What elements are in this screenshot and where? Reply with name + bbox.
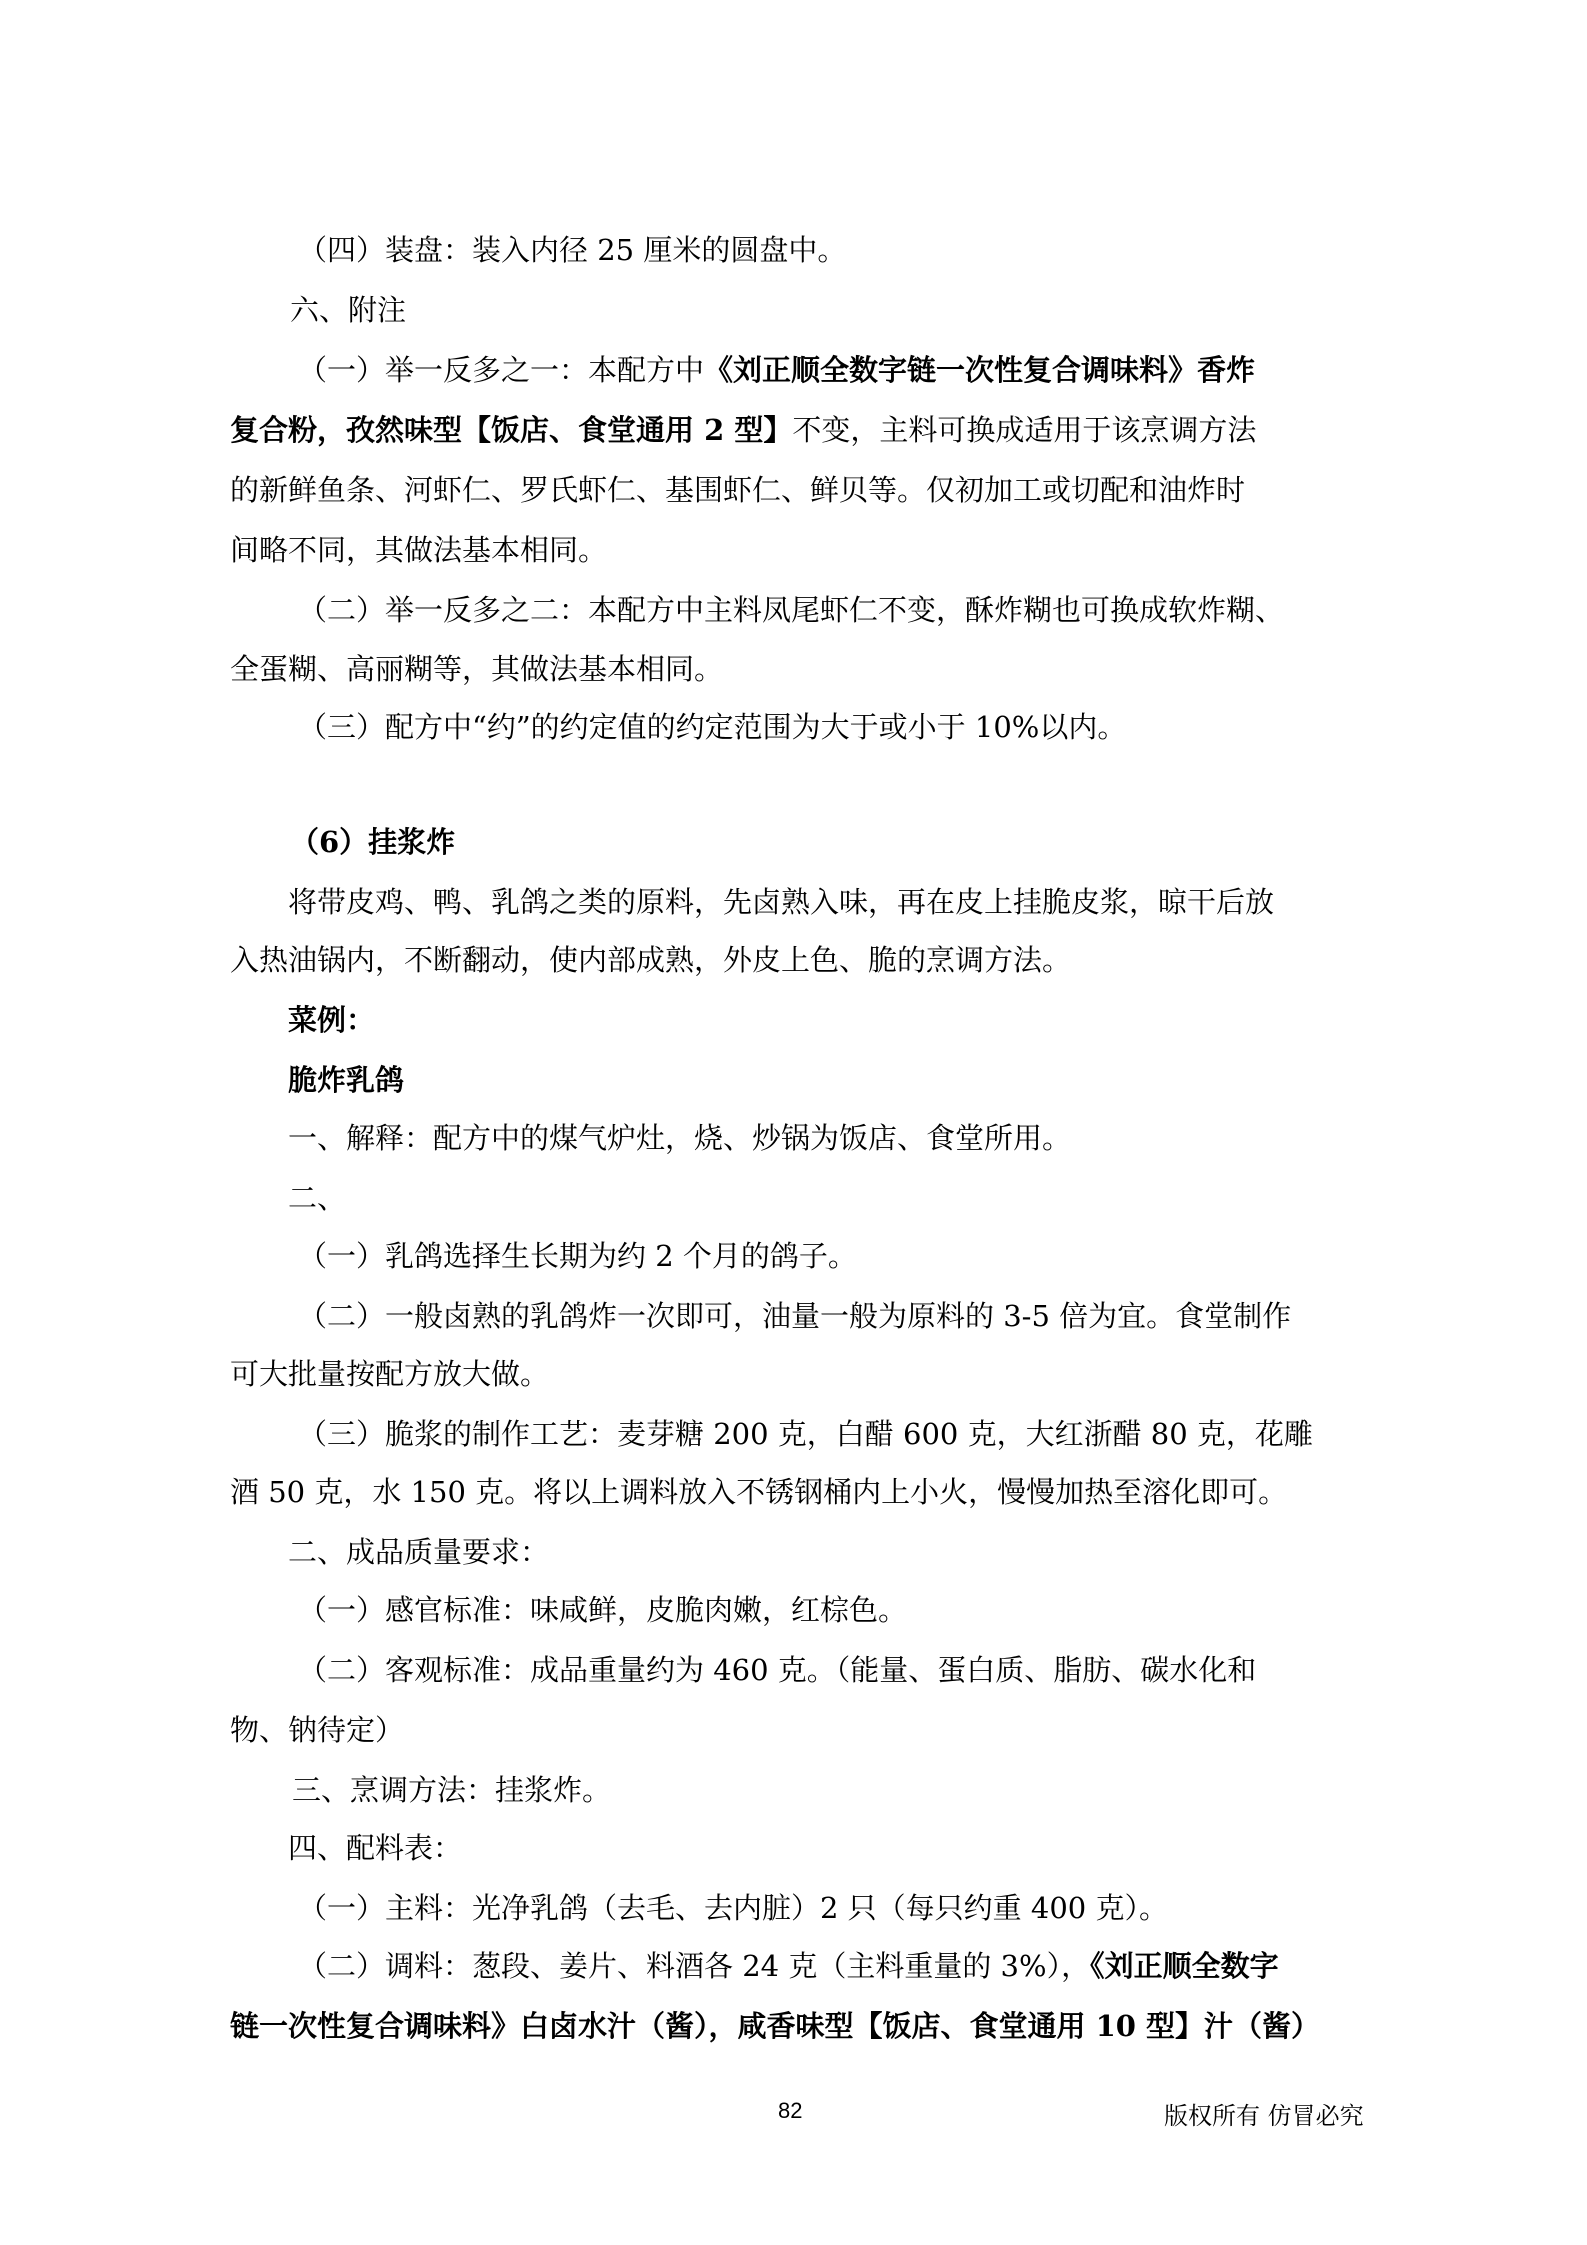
copyright-notice: 版权所有 仿冒必究 bbox=[1164, 2102, 1364, 2130]
text-line: （二）一般卤熟的乳鸽炸一次即可，油量一般为原料的 3-5 倍为宜。食堂制作 bbox=[298, 1299, 1292, 1333]
text-line: 四、配料表： bbox=[288, 1831, 463, 1865]
text-line: 将带皮鸡、鸭、乳鸽之类的原料，先卤熟入味，再在皮上挂脆皮浆，晾干后放 bbox=[288, 885, 1275, 919]
text-line: 可大批量按配方放大做。 bbox=[230, 1357, 550, 1391]
text-line: （一）举一反多之一：本配方中《刘正顺全数字链一次性复合调味料》香炸 bbox=[298, 353, 1256, 387]
text-line: 二、成品质量要求： bbox=[288, 1535, 550, 1569]
text-line: 链一次性复合调味料》白卤水汁（酱），咸香味型【饭店、食堂通用 10 型】汁（酱） bbox=[230, 2009, 1321, 2043]
section-heading: （6）挂浆炸 bbox=[290, 825, 456, 859]
page-number: 82 bbox=[778, 2098, 803, 2123]
recipe-label: 菜例： bbox=[288, 1003, 376, 1037]
text-line: 一、解释：配方中的煤气炉灶，烧、炒锅为饭店、食堂所用。 bbox=[288, 1121, 1072, 1155]
text-line: 入热油锅内，不断翻动，使内部成熟，外皮上色、脆的烹调方法。 bbox=[230, 943, 1072, 977]
text-line: （一）乳鸽选择生长期为约 2 个月的鸽子。 bbox=[298, 1239, 857, 1273]
text-line: （三）配方中“约”的约定值的约定范围为大于或小于 10%以内。 bbox=[298, 710, 1127, 744]
text-line: 二、 bbox=[288, 1181, 347, 1215]
text-line: （二）举一反多之二：本配方中主料凤尾虾仁不变，酥炸糊也可换成软炸糊、 bbox=[298, 593, 1285, 627]
text-line: （二）调料：葱段、姜片、料酒各 24 克（主料重量的 3%），《刘正顺全数字 bbox=[298, 1949, 1279, 1983]
text-line: （三）脆浆的制作工艺：麦芽糖 200 克，白醋 600 克，大红浙醋 80 克，花雕 bbox=[298, 1417, 1313, 1451]
text-line: 复合粉，孜然味型【饭店、食堂通用 2 型】不变，主料可换成适用于该烹调方法 bbox=[230, 413, 1257, 447]
text-line: 物、钠待定） bbox=[230, 1713, 405, 1747]
text-line: （一）感官标准：味咸鲜，皮脆肉嫩，红棕色。 bbox=[298, 1593, 908, 1627]
section-heading: 六、附注 bbox=[290, 293, 407, 327]
text-line: 的新鲜鱼条、河虾仁、罗氏虾仁、基围虾仁、鲜贝等。仅初加工或切配和油炸时 bbox=[230, 473, 1246, 507]
text-line: 间略不同，其做法基本相同。 bbox=[230, 533, 608, 567]
text-line: （二）客观标准：成品重量约为 460 克。（能量、蛋白质、脂肪、碳水化和 bbox=[298, 1653, 1257, 1687]
recipe-title: 脆炸乳鸽 bbox=[288, 1063, 405, 1097]
text-line: 三、烹调方法：挂浆炸。 bbox=[292, 1773, 612, 1807]
text-line: 全蛋糊、高丽糊等，其做法基本相同。 bbox=[230, 652, 724, 686]
text-line: （一）主料：光净乳鸽（去毛、去内脏）2 只（每只约重 400 克）。 bbox=[298, 1891, 1168, 1925]
text-line: 酒 50 克，水 150 克。将以上调料放入不锈钢桶内上小火，慢慢加热至溶化即可。 bbox=[230, 1475, 1288, 1509]
text-line: （四）装盘：装入内径 25 厘米的圆盘中。 bbox=[298, 233, 847, 267]
